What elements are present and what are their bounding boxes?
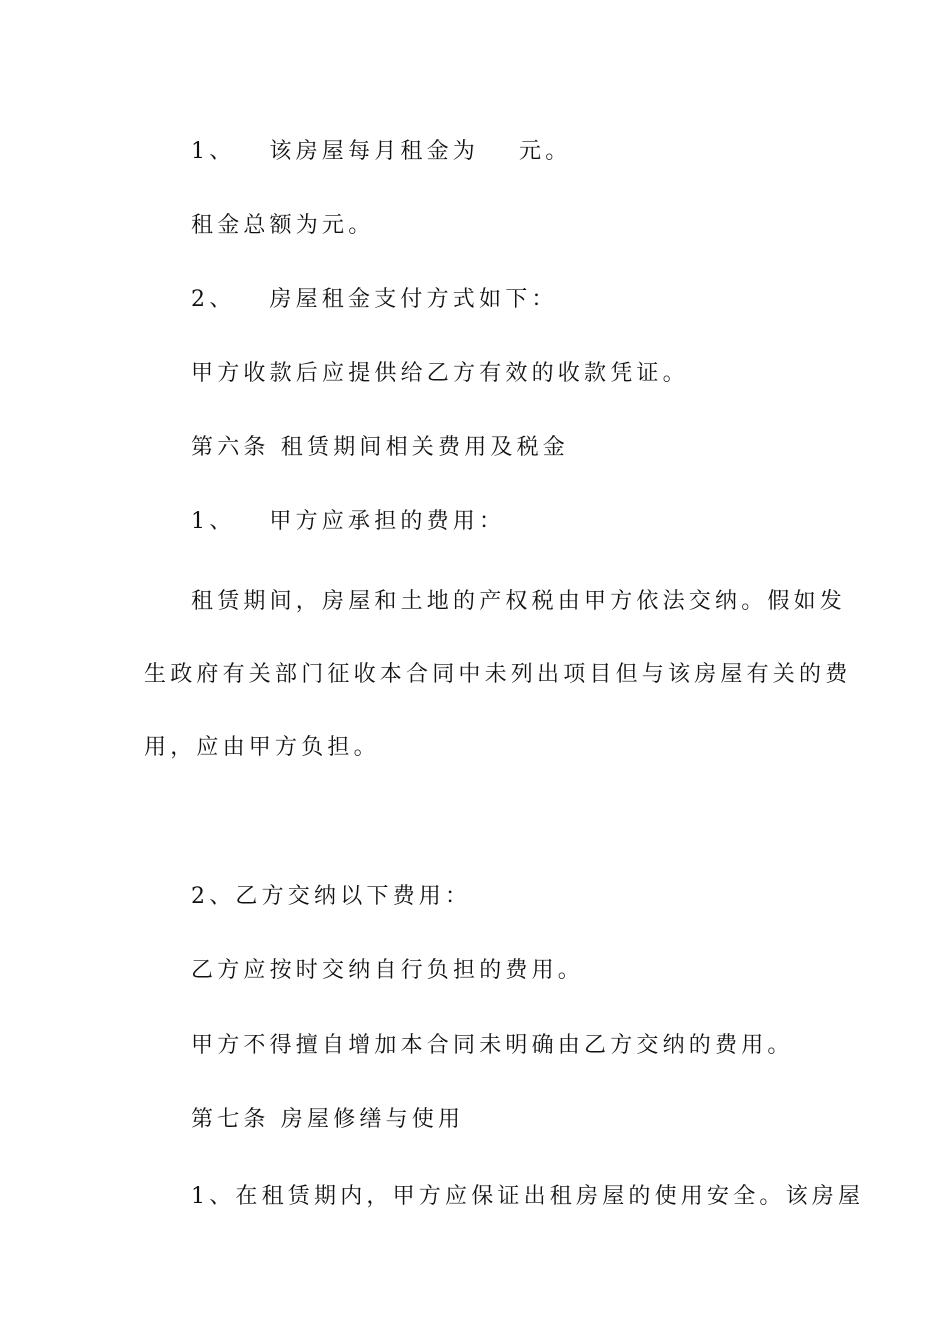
paragraph-tax-line-1: 租赁期间，房屋和土地的产权税由甲方依法交纳。假如发 xyxy=(191,589,847,614)
clause-rent-monthly xyxy=(191,137,571,167)
article-six-heading: 第六条 租赁期间相关费用及税金 xyxy=(191,435,569,460)
clause-no-extra-fees: 甲方不得擅自增加本合同未明确由乙方交纳的费用。 xyxy=(191,1033,794,1058)
clause-party-b-fees: 2、乙方交纳以下费用： xyxy=(191,884,472,909)
paragraph-tax-line-3: 用，应由甲方负担。 xyxy=(144,735,380,760)
clause-text: 甲方应承担的费用： xyxy=(269,509,506,534)
clause-text: 房屋租金支付方式如下： xyxy=(269,287,558,312)
item-number: 1、 xyxy=(191,139,236,164)
clause-payment-method xyxy=(191,285,558,315)
article-seven-heading: 第七条 房屋修缮与使用 xyxy=(191,1107,465,1132)
clause-party-a-fees xyxy=(191,507,505,537)
clause-receipt: 甲方收款后应提供给乙方有效的收款凭证。 xyxy=(191,361,689,386)
item-number: 1、 xyxy=(191,509,236,534)
paragraph-tax-line-2: 生政府有关部门征收本合同中未列出项目但与该房屋有关的费 xyxy=(144,662,852,687)
clause-pay-on-time: 乙方应按时交纳自行负担的费用。 xyxy=(191,958,585,983)
clause-tail: 元。 xyxy=(519,139,572,164)
clause-text: 该房屋每月租金为 xyxy=(269,139,480,164)
item-number: 2、 xyxy=(191,287,236,312)
clause-rent-total: 租金总额为元。 xyxy=(191,213,375,238)
clause-safety: 1、在租赁期内，甲方应保证出租房屋的使用安全。该房屋 xyxy=(191,1184,865,1209)
